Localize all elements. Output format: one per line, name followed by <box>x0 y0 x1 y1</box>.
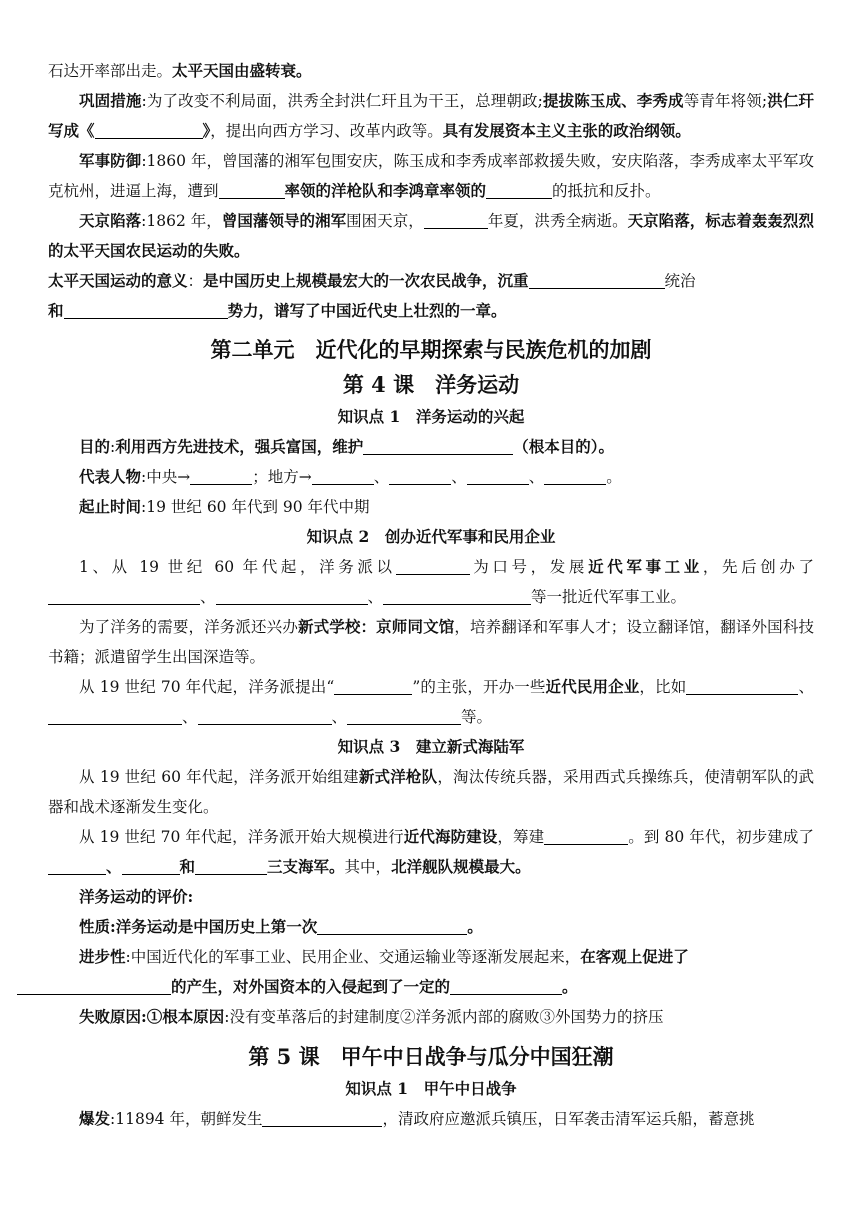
text: 等一批近代军事工业。 <box>531 588 687 606</box>
term-label: 性质 <box>79 917 111 936</box>
fill-blank[interactable] <box>195 856 267 875</box>
knowledge-point-title: 知识点 2 创办近代军事和民用企业 <box>306 527 556 546</box>
fill-blank[interactable] <box>317 916 467 935</box>
civil-industry-paragraph <box>48 672 814 732</box>
emphasis-text: 。 <box>562 977 578 996</box>
fill-blank[interactable] <box>64 300 228 319</box>
outbreak-paragraph <box>48 1104 814 1134</box>
fill-blank[interactable] <box>216 586 368 605</box>
fill-blank[interactable] <box>383 586 531 605</box>
text: : <box>110 438 116 456</box>
emphasis-text: 利用西方先进技术，强兵富国，维护 <box>115 437 364 456</box>
text: 1、从 19 世纪 60 年代起，洋务派以 <box>79 558 396 576</box>
text: 、 <box>367 588 384 606</box>
army-paragraph <box>48 762 814 822</box>
emphasis-text: 洪仁玕写成《 <box>48 91 814 140</box>
fill-blank[interactable] <box>48 586 200 605</box>
text: :1860 年，曾国藩的湘军包围安庆，陈玉成和李秀成率部救援失败，安庆陷落，李秀成率太平军攻克杭州，进逼上海，遭到 <box>48 152 814 200</box>
fill-blank[interactable] <box>544 466 606 485</box>
fill-blank[interactable] <box>48 856 106 875</box>
text: 从 19 世纪 70 年代起，洋务派提出“ <box>79 678 335 696</box>
text: :中央→ <box>141 468 191 486</box>
emphasis-text: 近代军事工业 <box>588 557 703 576</box>
text: 、 <box>200 588 216 606</box>
fill-blank[interactable] <box>424 210 488 229</box>
fill-blank[interactable] <box>686 676 798 695</box>
consolidation-paragraph <box>48 86 814 146</box>
text: 、 <box>451 468 467 486</box>
fill-blank[interactable] <box>450 976 562 995</box>
fill-blank[interactable] <box>312 466 374 485</box>
term-label: 太平天国运动的意义 <box>48 271 188 290</box>
knowledge-point-title: 知识点 1 洋务运动的兴起 <box>337 407 525 426</box>
emphasis-text: 新式学校：京师同文馆 <box>297 617 455 636</box>
text: ，清政府应邀派兵镇压，日军袭击清军运兵船，蓄意挑 <box>382 1110 755 1128</box>
evaluation-heading <box>48 882 814 912</box>
emphasis-text: 、 <box>106 857 122 876</box>
emphasis-text: 近代海防建设 <box>403 827 498 846</box>
fill-blank[interactable] <box>198 706 332 725</box>
term-label: 爆发 <box>79 1109 111 1128</box>
text: ”的主张，开办一些 <box>412 678 546 696</box>
fill-blank[interactable] <box>17 976 171 995</box>
emphasis-text: 天京陷落，标志着轰轰烈烈的太平天国农民运动的失败。 <box>48 211 814 260</box>
emphasis-text: 的产生，对外国资本的入侵起到了一定的 <box>171 977 451 996</box>
progress-paragraph <box>48 942 814 1002</box>
text: 等青年将领; <box>683 92 768 110</box>
knowledge-point-title: 知识点 3 建立新式海陆军 <box>337 737 525 756</box>
military-industry-paragraph <box>48 552 814 612</box>
fill-blank[interactable] <box>544 826 628 845</box>
fill-blank[interactable] <box>122 856 180 875</box>
emphasis-text: 势力，谱写了中国近代史上壮烈的一章。 <box>227 301 507 320</box>
term-label: 失败原因 <box>79 1007 142 1026</box>
text: :为了改变不利局面，洪秀全封洪仁玕且为干王，总理朝政; <box>141 92 543 110</box>
emphasis-text: 和 <box>179 857 196 876</box>
nature-line <box>48 912 814 942</box>
text: ；地方→ <box>252 468 312 486</box>
fill-blank[interactable] <box>190 466 252 485</box>
navy-paragraph <box>48 822 814 882</box>
text: :没有变革落后的封建制度②洋务派内部的腐败③外国势力的挤压 <box>224 1008 664 1026</box>
emphasis-text: 新式洋枪队 <box>358 767 438 786</box>
fill-blank[interactable] <box>334 676 412 695</box>
text: 石达开率部出走。 <box>48 62 173 80</box>
text: 为了洋务的需要，洋务派还兴办 <box>79 618 298 636</box>
fill-blank[interactable] <box>467 466 529 485</box>
taiping-line-1 <box>48 56 814 86</box>
schools-paragraph <box>48 612 814 672</box>
text: 、 <box>182 708 198 726</box>
text: :中国近代化的军事工业、民用企业、交通运输业等逐渐发展起来， <box>125 948 581 966</box>
emphasis-text: :①根本原因 <box>141 1007 225 1026</box>
term-label: 进步性 <box>79 947 126 966</box>
text: 。 <box>606 468 622 486</box>
text: ，筹建 <box>497 828 545 846</box>
text: ： <box>187 272 204 290</box>
text: 的抵抗和反扑。 <box>552 182 661 200</box>
significance-paragraph <box>48 266 814 326</box>
text: 年夏，洪秀全病逝。 <box>487 212 628 230</box>
term-label: 洋务运动的评价: <box>79 887 194 906</box>
term-label: 天京陷落 <box>79 211 142 230</box>
emphasis-text: （根本目的）。 <box>513 437 615 456</box>
text: 。到 80 年代，初步建成了 <box>628 828 814 846</box>
emphasis-text: 具有发展资本主义主张的政治纲领。 <box>442 121 691 140</box>
fill-blank[interactable] <box>389 466 451 485</box>
text: 为口号，发展 <box>469 558 589 576</box>
emphasis-text: 曾国藩领导的湘军 <box>221 211 347 230</box>
text: :19 世纪 60 年代到 90 年代中期 <box>141 498 370 516</box>
text: ，培养翻译和军事人才；设立翻译馆，翻译外国科技书籍；派遣留学生出国深造等。 <box>48 618 814 666</box>
text: 、 <box>528 468 545 486</box>
term-label: 起止时间 <box>79 497 142 516</box>
text: :1862 年， <box>141 212 222 230</box>
emphasis-text: 率领的洋枪队和李鸿章率领的 <box>284 181 487 200</box>
text: ，先后创办了 <box>702 558 814 576</box>
text: 围困天京， <box>346 212 424 230</box>
text: 统治 <box>664 272 696 290</box>
term-label: 军事防御 <box>79 151 142 170</box>
text: 其中， <box>344 858 392 876</box>
fill-blank[interactable] <box>95 120 203 139</box>
knowledge-point-title: 知识点 1 甲午中日战争 <box>345 1079 517 1098</box>
text: 等。 <box>461 708 493 726</box>
fill-blank[interactable] <box>347 706 461 725</box>
text: ，提出向西方学习、改革内政等。 <box>210 122 443 140</box>
emphasis-text: 。 <box>467 917 483 936</box>
emphasis-text: 三支海军。 <box>267 857 345 876</box>
emphasis-text: 在客观上促进了 <box>580 947 689 966</box>
emphasis-text: 太平天国由盛转衰。 <box>172 61 312 80</box>
failure-line <box>48 1002 814 1032</box>
unit-title: 第二单元 近代化的早期探索与民族危机的加剧 <box>210 337 652 362</box>
emphasis-text: 是中国历史上规模最宏大的一次农民战争，沉重 <box>203 271 529 290</box>
fill-blank[interactable] <box>486 180 552 199</box>
emphasis-text: 和 <box>48 301 64 320</box>
text: 、 <box>331 708 348 726</box>
fill-blank[interactable] <box>262 1108 382 1127</box>
period-line <box>48 492 814 522</box>
text: :11894 年，朝鲜发生 <box>110 1110 263 1128</box>
purpose-line <box>48 432 814 462</box>
term-label: 目的 <box>79 437 111 456</box>
emphasis-text: 近代民用企业 <box>545 677 640 696</box>
fill-blank[interactable] <box>219 180 285 199</box>
emphasis-text: 北洋舰队规模最大。 <box>391 857 531 876</box>
lesson-title: 第 4 课 洋务运动 <box>342 372 520 397</box>
text: ，淘汰传统兵器，采用西式兵操练兵，使清朝军队的武器和战术逐渐发生变化。 <box>48 768 814 816</box>
emphasis-text: :洋务运动是中国历史上第一次 <box>110 917 318 936</box>
figures-line <box>48 462 814 492</box>
fill-blank[interactable] <box>396 556 470 575</box>
text: 从 19 世纪 60 年代起，洋务派开始组建 <box>79 768 359 786</box>
fill-blank[interactable] <box>363 436 513 455</box>
term-label: 巩固措施 <box>79 91 142 110</box>
emphasis-text: 》 <box>202 121 211 140</box>
fill-blank[interactable] <box>48 706 182 725</box>
text: 、 <box>373 468 390 486</box>
military-defense-paragraph <box>48 146 814 206</box>
text: ，比如 <box>639 678 687 696</box>
text: 、 <box>798 678 814 696</box>
fill-blank[interactable] <box>529 270 665 289</box>
emphasis-text: 提拔陈玉成、李秀成 <box>542 91 684 110</box>
term-label: 代表人物 <box>79 467 142 486</box>
text: 从 19 世纪 70 年代起，洋务派开始大规模进行 <box>79 828 404 846</box>
lesson-title: 第 5 课 甲午中日战争与瓜分中国狂潮 <box>248 1044 614 1069</box>
tianjing-paragraph <box>48 206 814 266</box>
